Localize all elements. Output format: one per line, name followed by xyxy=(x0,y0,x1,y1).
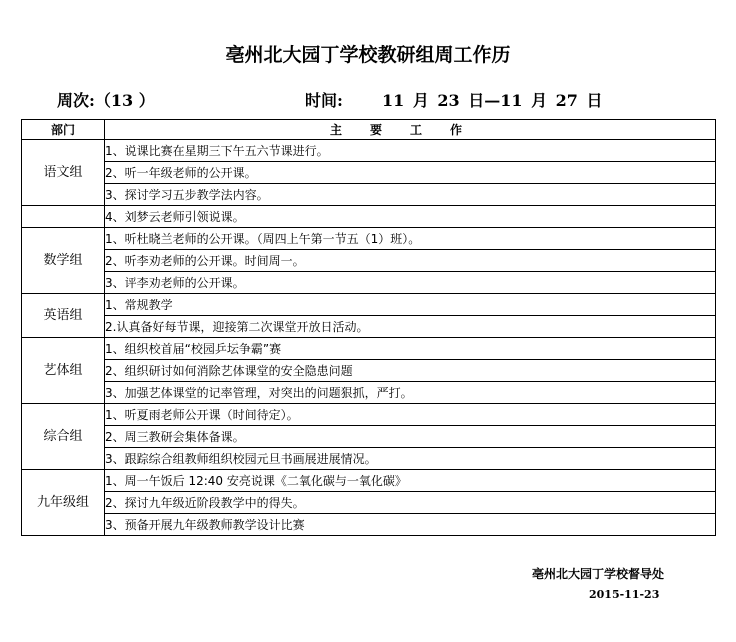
table-row xyxy=(22,470,716,492)
page-title: 亳州北大园丁学校教研组周工作历 xyxy=(225,44,511,66)
table-row xyxy=(22,404,716,426)
dept-column-header: 部门 xyxy=(22,120,105,140)
table-row xyxy=(22,184,716,206)
work-item-cell: 2、探讨九年级近阶段教学中的得失。 xyxy=(105,492,716,514)
table-row xyxy=(22,140,716,162)
work-item-cell: 1、组织校首届“校园乒坛争霸”赛 xyxy=(105,338,716,360)
work-item-cell: 3、加强艺体课堂的记率管理，对突出的问题狠抓，严打。 xyxy=(105,382,716,404)
work-item-cell: 2.认真备好每节课，迎接第二次课堂开放日活动。 xyxy=(105,316,716,338)
table-row xyxy=(22,162,716,184)
issue-date: 2015-11-23 xyxy=(589,588,660,601)
work-item-cell: 2、听一年级老师的公开课。 xyxy=(105,162,716,184)
table-row xyxy=(22,382,716,404)
dept-cell: 艺体组 xyxy=(22,338,105,404)
time-label: 时间: xyxy=(305,91,343,110)
work-item-cell: 2、周三教研会集体备课。 xyxy=(105,426,716,448)
issuer-signature: 亳州北大园丁学校督导处 xyxy=(532,567,665,581)
work-item-cell: 1、说课比赛在星期三下午五六节课进行。 xyxy=(105,140,716,162)
work-column-header: 主要工作 xyxy=(105,120,716,140)
dept-cell: 九年级组 xyxy=(22,470,105,536)
table-row xyxy=(22,316,716,338)
table-row xyxy=(22,228,716,250)
work-item-cell: 1、周一午饭后 12:40 安亮说课《二氧化碳与一氧化碳》 xyxy=(105,470,716,492)
table-row xyxy=(22,360,716,382)
table-row xyxy=(22,338,716,360)
work-item-cell: 3、探讨学习五步教学法内容。 xyxy=(105,184,716,206)
work-item-cell: 3、评李劝老师的公开课。 xyxy=(105,272,716,294)
week-number: 周次:（13 ） xyxy=(57,91,155,110)
schedule-table xyxy=(21,119,716,536)
table-row xyxy=(22,250,716,272)
work-item-cell: 3、预备开展九年级教师教学设计比赛 xyxy=(105,514,716,536)
work-item-cell: 4、刘梦云老师引领说课。 xyxy=(105,206,716,228)
table-row xyxy=(22,448,716,470)
work-item-cell: 1、听夏雨老师公开课（时间待定）。 xyxy=(105,404,716,426)
work-item-cell: 2、听李劝老师的公开课。时间周一。 xyxy=(105,250,716,272)
dept-cell xyxy=(22,206,105,228)
time-range: 11 月 23 日—11 月 27 日 xyxy=(382,91,603,110)
table-header-row xyxy=(22,120,716,140)
work-item-cell: 1、听杜晓兰老师的公开课。（周四上午第一节五（1）班）。 xyxy=(105,228,716,250)
work-item-cell: 1、常规教学 xyxy=(105,294,716,316)
table-row xyxy=(22,492,716,514)
dept-cell: 语文组 xyxy=(22,140,105,206)
table-row xyxy=(22,206,716,228)
dept-cell: 综合组 xyxy=(22,404,105,470)
table-row xyxy=(22,514,716,536)
table-row xyxy=(22,294,716,316)
table-row xyxy=(22,272,716,294)
work-item-cell: 2、组织研讨如何消除艺体课堂的安全隐患问题 xyxy=(105,360,716,382)
dept-cell: 英语组 xyxy=(22,294,105,338)
work-item-cell: 3、跟踪综合组教师组织校园元旦书画展进展情况。 xyxy=(105,448,716,470)
schedule-body xyxy=(22,140,716,536)
table-row xyxy=(22,426,716,448)
dept-cell: 数学组 xyxy=(22,228,105,294)
